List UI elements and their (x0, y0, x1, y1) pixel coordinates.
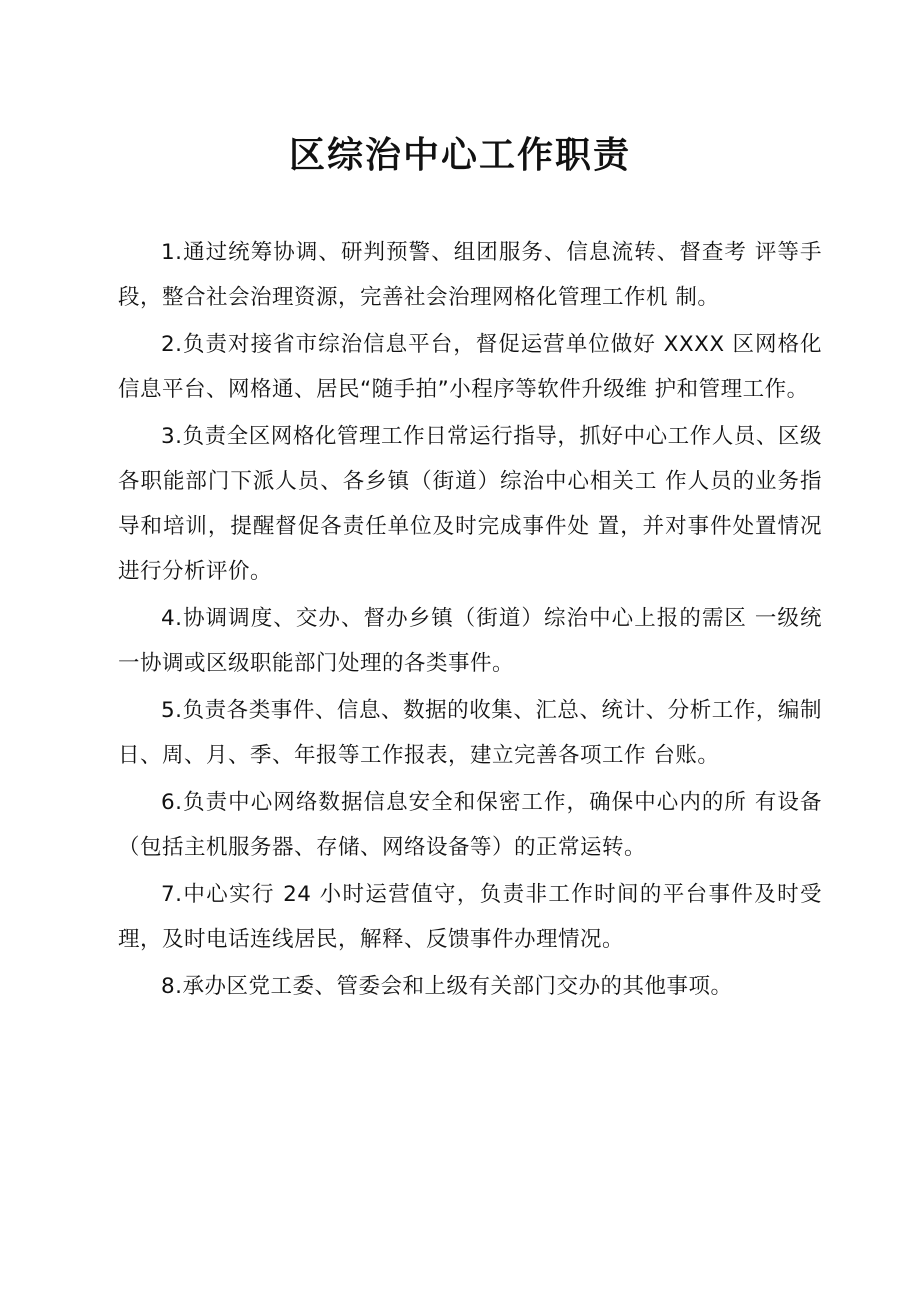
duty-item-4: 4.协调调度、交办、督办乡镇（街道）综治中心上报的需区 一级统一协调或区级职能部门处理的各类事件。 (118, 606, 822, 676)
document-body (118, 230, 822, 1011)
duty-item-5: 5.负责各类事件、信息、数据的收集、汇总、统计、分析工作，编制日、周、月、季、年报等工作报表，建立完善各项工作 台账。 (118, 698, 822, 768)
duty-item-2: 2.负责对接省市综治信息平台，督促运营单位做好 XXXX 区网格化信息平台、网格通、居民“随手拍”小程序等软件升级维 护和管理工作。 (118, 332, 822, 402)
duty-item-8: 8.承办区党工委、管委会和上级有关部门交办的其他事项。 (161, 974, 733, 999)
duty-item-1: 1.通过统筹协调、研判预警、组团服务、信息流转、督查考 评等手段，整合社会治理资源，完善社会治理网格化管理工作机 制。 (118, 240, 822, 310)
document-title: 区综治中心工作职责 (288, 135, 631, 176)
duty-item-7: 7.中心实行 24 小时运营值守，负责非工作时间的平台事件及时受理，及时电话连线居民，解释、反馈事件办理情况。 (118, 882, 822, 952)
duty-item-3: 3.负责全区网格化管理工作日常运行指导，抓好中心工作人员、区级各职能部门下派人员、各乡镇（街道）综治中心相关工 作人员的业务指导和培训，提醒督促各责任单位及时完成事件处 置，并对事件处置情况进行分析评价。 (118, 424, 822, 584)
duty-item-6: 6.负责中心网络数据信息安全和保密工作，确保中心内的所 有设备（包括主机服务器、存储、网络设备等）的正常运转。 (118, 790, 822, 860)
